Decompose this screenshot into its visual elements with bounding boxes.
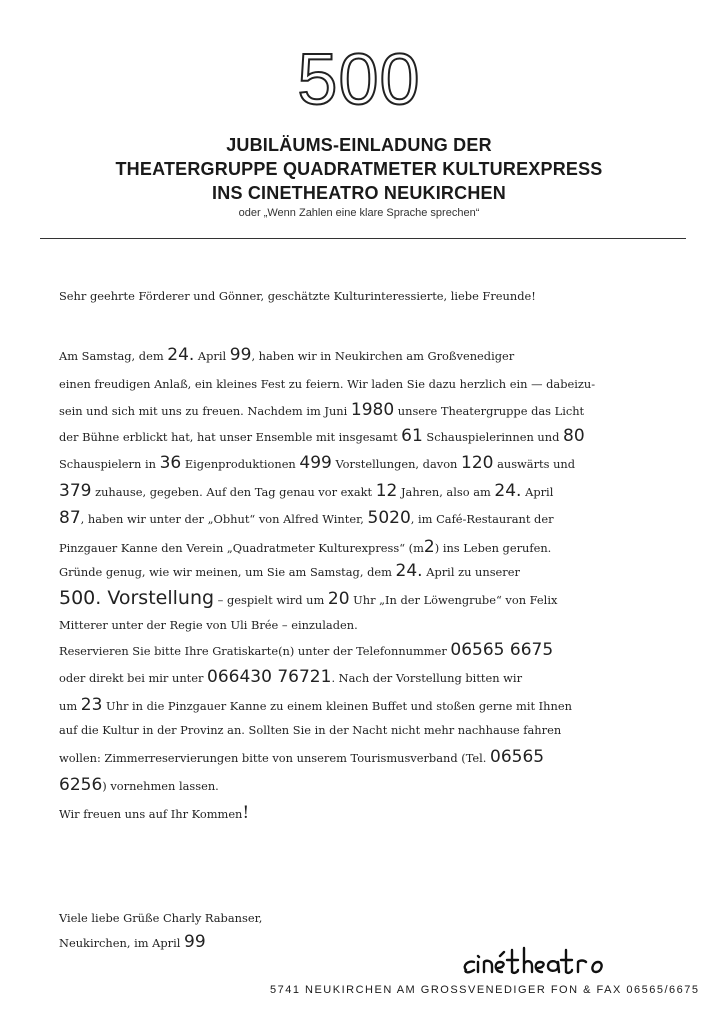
text: Mitterer unter der Regie von Uli Brée – einzuladen. [59, 618, 358, 632]
logo-500: 500 [297, 40, 421, 120]
body-line-12 [59, 640, 553, 660]
text: April [194, 349, 230, 363]
text: auswärts und [493, 457, 576, 471]
text: oder direkt bei mir unter [59, 671, 208, 685]
title-line-2: THEATERGRUPPE QUADRATMETER KULTUREXPRESS [115, 159, 603, 179]
footer-address: 5741 NEUKIRCHEN AM GROSSVENEDIGER FON & FAX 06565/6675 [270, 984, 700, 996]
title-line-3: INS CINETHEATRO NEUKIRCHEN [212, 183, 506, 203]
exclamation: ! [242, 803, 250, 823]
text: unsere Theatergruppe das Licht [394, 404, 585, 418]
body-line-4 [59, 426, 585, 446]
text: sein und sich mit uns zu freuen. Nachdem im Juni [59, 404, 351, 418]
header-divider [40, 238, 686, 239]
number: 120 [461, 453, 494, 473]
closing-line-2 [59, 932, 206, 952]
number: 20 [327, 589, 350, 609]
body-line-13 [59, 667, 522, 687]
number: 1980 [350, 400, 395, 420]
body-line-9 [59, 561, 520, 581]
number: 24. [494, 481, 522, 501]
text: Am Samstag, dem [59, 349, 168, 363]
title-line-1: JUBILÄUMS-EINLADUNG DER [226, 135, 492, 155]
number: 24. [395, 561, 423, 581]
number: 5020 [367, 508, 411, 528]
text: der Bühne erblickt hat, hat unser Ensemble mit insgesamt [59, 430, 402, 444]
text: zuhause, gegeben. Auf den Tag genau vor exakt [91, 485, 376, 499]
body-line-3 [59, 400, 584, 420]
body-line-17 [59, 775, 219, 795]
phone-number: 06565 6675 [450, 640, 554, 660]
text: . Nach der Vorstellung bitten wir [331, 671, 523, 685]
text: Schauspielern in [59, 457, 160, 471]
body-line-2 [59, 377, 595, 391]
body-line-16 [59, 747, 544, 767]
cinetheatro-signature-logo [460, 942, 700, 982]
text: Uhr „In der Löwengrube“ von Felix [349, 593, 558, 607]
number: 80 [563, 426, 585, 446]
number: 2 [423, 537, 435, 557]
text: einen freudigen Anlaß, ein kleines Fest zu feiern. Wir laden Sie dazu herzlich ein — dabeizu- [59, 377, 596, 391]
number: 12 [375, 481, 398, 501]
text: wollen: Zimmerreservierungen bitte von unserem Tourismusverband (Tel. [59, 751, 491, 765]
body-line-18 [59, 803, 249, 823]
number: 499 [299, 453, 332, 473]
body-line-14 [59, 695, 572, 715]
body-line-11 [59, 618, 358, 632]
text: Jahren, also am [397, 485, 495, 499]
greeting: Sehr geehrte Förderer und Gönner, geschätzte Kulturinteressierte, liebe Freunde! [59, 289, 536, 303]
text: Wir freuen uns auf Ihr Kommen [59, 807, 243, 821]
phone-number: 066430 76721 [207, 667, 332, 687]
body-line-1 [59, 345, 514, 365]
highlight-500-vorstellung: 500. Vorstellung [59, 587, 215, 609]
text: Vorstellungen, davon [331, 457, 462, 471]
text: Pinzgauer Kanne den Verein „Quadratmeter Kulturexpress“ (m [59, 541, 424, 555]
body-line-5 [59, 453, 575, 473]
body-line-7 [59, 508, 554, 528]
text: April zu unserer [422, 565, 520, 579]
phone-number: 06565 [490, 747, 545, 767]
text: , haben wir unter der „Obhut“ von Alfred Winter, [80, 512, 368, 526]
number: 61 [401, 426, 423, 446]
number: 99 [229, 345, 252, 365]
body-line-10 [59, 587, 557, 609]
body-line-8 [59, 537, 551, 557]
text: auf die Kultur in der Provinz an. Sollten Sie in der Nacht nicht mehr nachhause fahren [59, 723, 562, 737]
subtitle: oder „Wenn Zahlen eine klare Sprache sprechen“ [238, 207, 480, 219]
text: Reservieren Sie bitte Ihre Gratiskarte(n) unter der Telefonnummer [59, 644, 451, 658]
text: Gründe genug, wie wir meinen, um Sie am Samstag, dem [59, 565, 396, 579]
text: , haben wir in Neukirchen am Großvenediger [251, 349, 515, 363]
number: 36 [159, 453, 182, 473]
number: 24. [167, 345, 195, 365]
text: April [521, 485, 554, 499]
number: 99 [184, 932, 206, 952]
text: Eigenproduktionen [181, 457, 300, 471]
text: , im Café-Restaurant der [410, 512, 554, 526]
text: ) ins Leben gerufen. [434, 541, 552, 555]
closing-line-1: Viele liebe Grüße Charly Rabanser, [59, 911, 263, 925]
body-line-15 [59, 723, 561, 737]
body-line-6 [59, 481, 553, 501]
text: ) vornehmen lassen. [102, 779, 219, 793]
number: 379 [59, 481, 92, 501]
text: Schauspielerinnen und [422, 430, 564, 444]
phone-number: 6256 [59, 775, 103, 795]
text: Uhr in die Pinzgauer Kanne zu einem kleinen Buffet und stoßen gerne mit Ihnen [102, 699, 572, 713]
text: um [59, 699, 81, 713]
text: Neukirchen, im April [59, 936, 185, 950]
number: 87 [59, 508, 81, 528]
text: – gespielt wird um [214, 593, 328, 607]
number: 23 [80, 695, 103, 715]
